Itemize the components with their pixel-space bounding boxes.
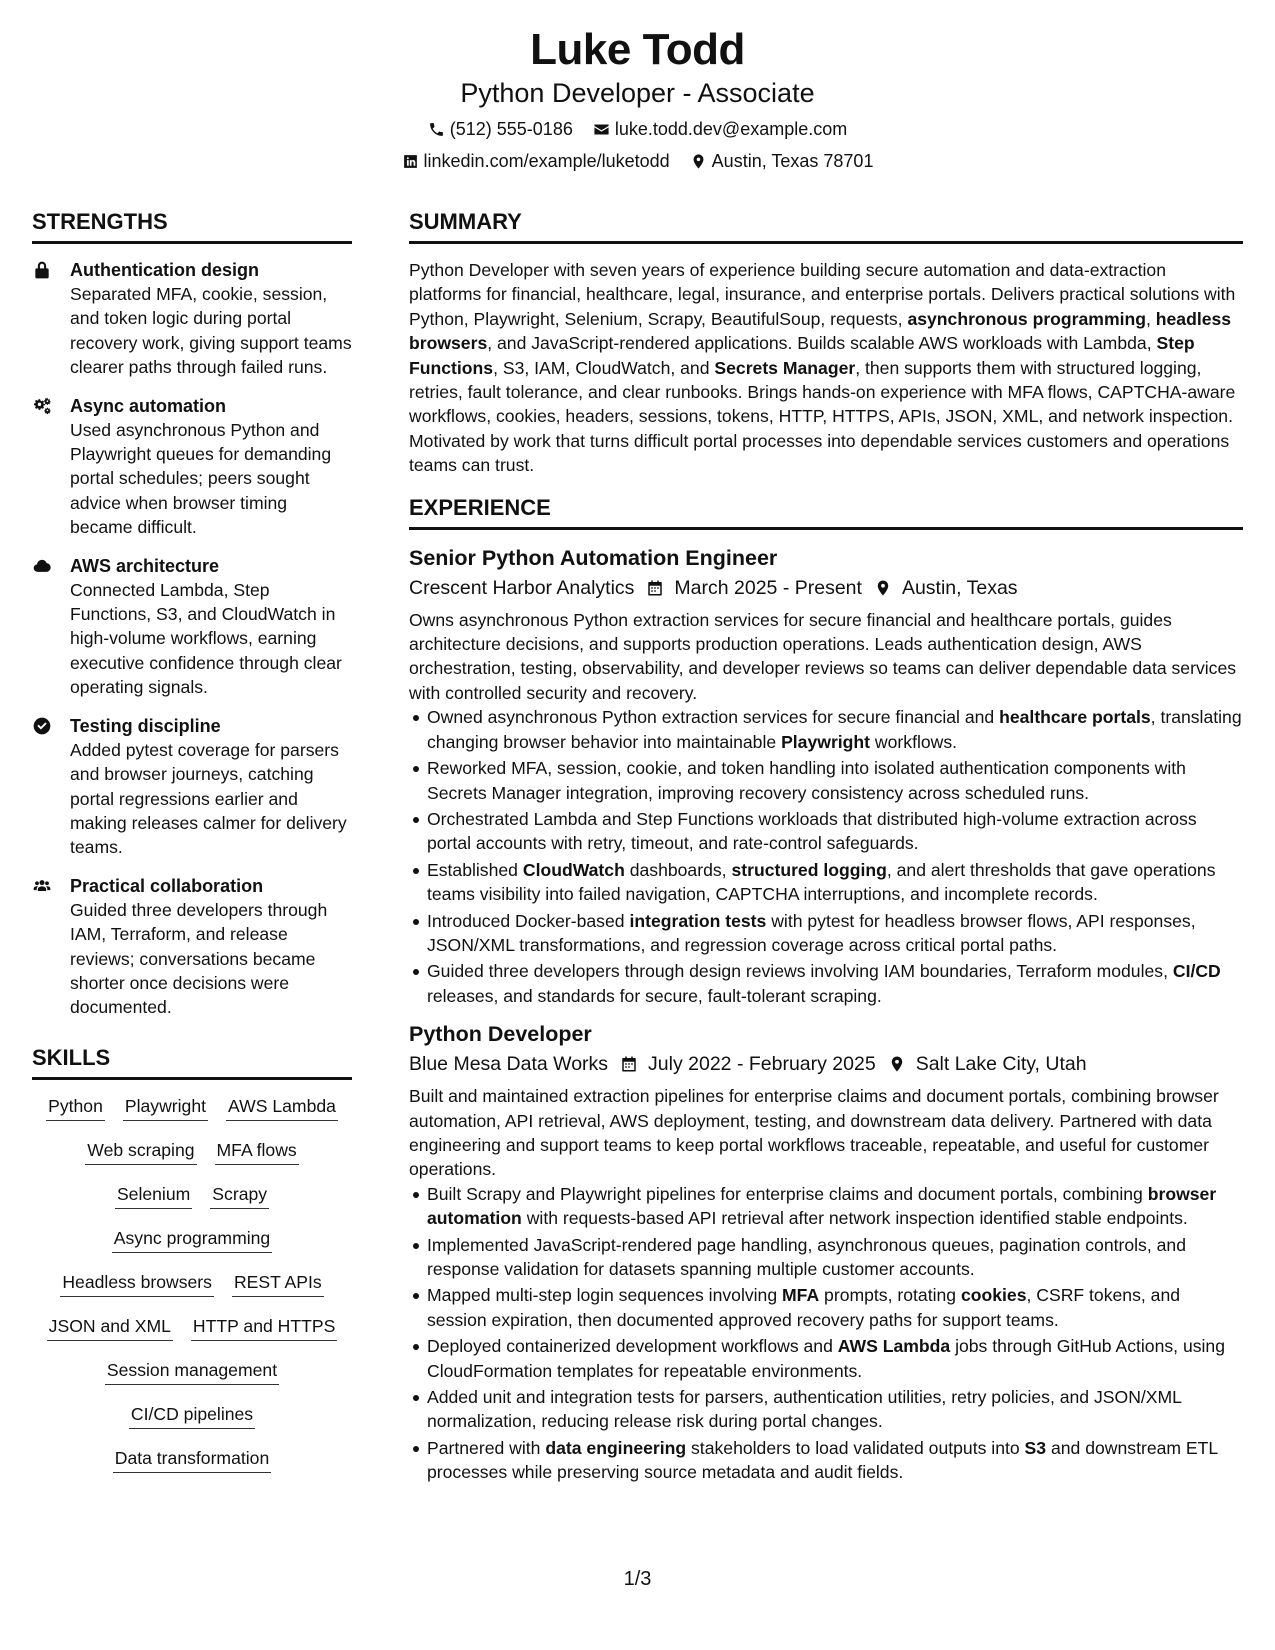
skill-row (32, 1314, 352, 1341)
text-run: Mapped multi-step login sequences involving (427, 1285, 783, 1306)
bold-phrase: headless browsers (409, 308, 1232, 354)
experience-heading: EXPERIENCE (409, 494, 1243, 530)
strength-item (32, 258, 352, 380)
calendar-icon (620, 1055, 638, 1073)
strength-body (70, 258, 352, 380)
text-run: workflows. (870, 731, 958, 752)
strength-item (32, 714, 352, 860)
contact-line-2 (0, 150, 1275, 172)
job-bullet (427, 1283, 1243, 1332)
job-bullet (427, 1334, 1243, 1383)
strength-body (70, 874, 352, 1020)
job-bullet (427, 705, 1243, 754)
users-icon (32, 876, 52, 896)
strength-item (32, 874, 352, 1020)
text-run: and downstream ETL processes while preserving source metadata and audit fields. (427, 1437, 1218, 1483)
job-bullets (409, 705, 1243, 1008)
job-description: Built and maintained extraction pipelines for enterprise claims and document portals, combining browser automation, API retrieval, AWS deployment, testing, and downstream data delivery. Partnered with data engineering and support teams to keep portal workflows traceable, repeatable, and useful for customer operations. (409, 1086, 1219, 1180)
location-contact (690, 150, 874, 172)
strength-body (70, 394, 352, 540)
strength-body (70, 554, 352, 700)
skill-row (32, 1182, 352, 1209)
company-name: Crescent Harbor Analytics (409, 576, 635, 599)
text-run: Implemented JavaScript-rendered page handling, asynchronous queues, pagination controls, and response validation for datasets spanning multiple customer accounts. (427, 1234, 1186, 1279)
job-bullet (427, 1436, 1243, 1485)
text-run: , and JavaScript-rendered applications. Builds scalable AWS workloads with Lambda, (487, 333, 1157, 354)
strength-desc: Guided three developers through IAM, Terraform, and release reviews; conversations became shorter once decisions were documented. (70, 899, 328, 1018)
strength-title: Async automation (70, 395, 227, 416)
job-bullet (427, 807, 1243, 856)
strength-title: Practical collaboration (70, 875, 264, 896)
job-bullet (427, 1385, 1243, 1434)
text-run: Deployed containerized development workflows and (427, 1336, 838, 1357)
summary-text (409, 258, 1243, 478)
company-name: Blue Mesa Data Works (409, 1053, 609, 1076)
job-bullet (427, 858, 1243, 907)
text-run: dashboards, (624, 859, 732, 880)
bold-phrase: integration tests (629, 910, 767, 931)
strength-item (32, 394, 352, 540)
skill-tag: CI/CD pipelines (129, 1402, 255, 1429)
bold-phrase: Step Functions (409, 333, 1195, 378)
strength-desc: Separated MFA, cookie, session, and token logic during portal recovery work, giving support teams clearer paths through failed runs. (70, 284, 352, 378)
text-run: , (1145, 308, 1156, 329)
text-run: Partnered with (427, 1437, 546, 1458)
lock-icon (32, 260, 52, 280)
text-run: Guided three developers through design reviews involving IAM boundaries, Terraform modules, (427, 961, 1173, 982)
strength-desc: Connected Lambda, Step Functions, S3, and CloudWatch in high-volume workflows, earning executive confidence through clear operating signals. (70, 579, 342, 698)
candidate-role: Python Developer - Associate (460, 78, 815, 108)
skill-row (32, 1094, 352, 1121)
strengths-heading: STRENGTHS (32, 208, 352, 244)
strengths-list (32, 258, 352, 1020)
strength-body (70, 714, 352, 860)
bold-phrase: data engineering (545, 1437, 687, 1458)
skill-tag: Session management (105, 1358, 279, 1385)
skills-heading: SKILLS (32, 1044, 352, 1080)
job-bullet (427, 1182, 1243, 1231)
bold-phrase: browser automation (427, 1183, 1217, 1229)
text-run: Added unit and integration tests for parsers, authentication utilities, retry policies, and JSON/XML normalization, reducing release risk during portal changes. (427, 1387, 1182, 1432)
skill-tag: Async programming (112, 1226, 272, 1253)
check-circle-icon (32, 716, 52, 736)
map-pin-icon (690, 153, 707, 170)
job-meta (409, 1050, 1243, 1078)
dates-text: March 2025 - Present (674, 576, 862, 599)
location-text: Austin, Texas (901, 576, 1018, 599)
skill-row (32, 1226, 352, 1253)
bold-phrase: CI/CD (1172, 961, 1221, 982)
job-entry (409, 1020, 1243, 1485)
text-run: , S3, IAM, CloudWatch, and (493, 357, 715, 378)
linkedin-text[interactable]: linkedin.com/example/luketodd (423, 151, 670, 171)
bold-phrase: cookies (960, 1285, 1027, 1306)
text-run: , CSRF tokens, and session expiration, then documented approved recovery paths for support teams. (427, 1285, 1181, 1330)
bold-phrase: S3 (1024, 1437, 1047, 1458)
strength-desc: Added pytest coverage for parsers and browser journeys, catching portal regressions earlier and making releases calmer for delivery teams. (70, 739, 347, 858)
text-run: , then supports them with structured logging, retries, fault tolerance, and clear runbooks. Brings hands-on experience with MFA flows, CAPTCHA-aware workflows, cookies, headers, sessions, tokens, HTTP, HTTPS, APIs, JSON, XML, and network inspection. Motivated by work that turns difficult portal processes into dependable services customers and operations teams can trust. (409, 357, 1236, 476)
skill-tag: Scrapy (210, 1182, 269, 1209)
calendar-icon (646, 579, 664, 597)
job-bullet (427, 959, 1243, 1008)
bold-phrase: AWS Lambda (837, 1336, 951, 1357)
phone-contact (428, 118, 573, 140)
summary-heading: SUMMARY (409, 208, 1243, 244)
skill-tag: HTTP and HTTPS (191, 1314, 337, 1341)
text-run: Owned asynchronous Python extraction services for secure financial and (427, 707, 1000, 728)
right-column (409, 208, 1243, 1497)
skill-tag: Headless browsers (60, 1270, 214, 1297)
candidate-name: Luke Todd (530, 25, 745, 74)
strength-desc: Used asynchronous Python and Playwright queues for demanding portal schedules; peers sought advice when browser timing became difficult. (70, 419, 332, 538)
job-dates (646, 574, 862, 602)
text-run: with requests-based API retrieval after network inspection identified stable endpoints. (521, 1208, 1188, 1229)
skill-row (32, 1402, 352, 1429)
skills-list (32, 1094, 352, 1473)
bold-phrase: Playwright (781, 731, 871, 752)
bold-phrase: CloudWatch (522, 859, 625, 880)
experience-list (409, 544, 1243, 1485)
job-dates (620, 1050, 876, 1078)
job-bullet (427, 756, 1243, 805)
strength-item (32, 554, 352, 700)
strength-title: Authentication design (70, 260, 259, 280)
contact-line-1 (0, 118, 1275, 140)
strength-icon-wrap (32, 714, 58, 860)
text-run: Established (427, 859, 523, 880)
email-text[interactable]: luke.todd.dev@example.com (614, 119, 848, 139)
text-run: Python Developer with seven years of experience building secure automation and data-extraction platforms for financial, healthcare, legal, insurance, and enterprise portals. Delivers practical solutions with Python, Playwright, Selenium, Scrapy, BeautifulSoup, requests, (409, 260, 1236, 329)
phone-text: (512) 555-0186 (449, 119, 573, 139)
skill-tag: REST APIs (232, 1270, 324, 1297)
dates-text: July 2022 - February 2025 (648, 1053, 876, 1076)
bold-phrase: Secrets Manager (714, 357, 856, 378)
resume-header (0, 22, 1275, 172)
skill-tag: AWS Lambda (226, 1094, 338, 1121)
job-location (888, 1050, 1087, 1078)
bold-phrase: asynchronous programming (907, 308, 1146, 329)
envelope-icon (593, 121, 610, 138)
strength-title: AWS architecture (70, 555, 220, 576)
email-contact[interactable] (593, 118, 847, 140)
map-pin-icon (874, 579, 892, 597)
location-text: Salt Lake City, Utah (915, 1053, 1087, 1076)
text-run: jobs through GitHub Actions, using CloudFormation templates for repeatable environments. (427, 1336, 1226, 1381)
skill-row (32, 1138, 352, 1165)
text-run: prompts, rotating (819, 1285, 961, 1306)
strength-title: Testing discipline (70, 715, 221, 736)
text-run: stakeholders to load validated outputs into (686, 1437, 1025, 1458)
text-run: Reworked MFA, session, cookie, and token handling into isolated authentication components with Secrets Manager integration, improving recovery consistency across scheduled runs. (427, 758, 1186, 803)
skill-row (32, 1446, 352, 1473)
bold-phrase: structured logging (731, 859, 887, 880)
strength-icon-wrap (32, 258, 58, 380)
page-number: 1/3 (623, 1568, 652, 1590)
phone-icon (428, 121, 445, 138)
job-title: Senior Python Automation Engineer (409, 545, 778, 570)
skill-row (32, 1270, 352, 1297)
skill-tag: JSON and XML (47, 1314, 173, 1341)
text-run: Orchestrated Lambda and Step Functions workloads that distributed high-volume extraction across portal accounts with retry, timeout, and rate-control safeguards. (427, 808, 1197, 854)
skill-tag: Data transformation (113, 1446, 272, 1473)
bold-phrase: healthcare portals (999, 707, 1151, 728)
text-run: , and alert thresholds that gave operations teams visibility into failed navigation, CAPTCHA interruptions, and incomplete records. (427, 859, 1216, 905)
job-bullet (427, 1233, 1243, 1282)
skill-tag: Python (46, 1094, 105, 1121)
job-description: Owns asynchronous Python extraction services for secure financial and healthcare portals, guides architecture decisions, and supports production operations. Leads authentication design, AWS orchestration, testing, observability, and developer reviews so teams can deliver dependable data services with controlled security and recovery. (409, 609, 1237, 703)
job-title: Python Developer (409, 1022, 592, 1047)
job-entry (409, 544, 1243, 1009)
strength-icon-wrap (32, 554, 58, 700)
skill-tag: Playwright (123, 1094, 208, 1121)
text-run: releases, and standards for secure, fault-tolerant scraping. (427, 985, 882, 1006)
text-run: , translating changing browser behavior into maintainable (427, 707, 1242, 752)
cloud-icon (32, 556, 52, 576)
strength-icon-wrap (32, 874, 58, 1020)
bold-phrase: MFA (782, 1285, 820, 1306)
text-run: Introduced Docker-based (427, 910, 630, 931)
linkedin-contact[interactable] (402, 150, 670, 172)
job-location (874, 574, 1018, 602)
text-run: Built Scrapy and Playwright pipelines for enterprise claims and document portals, combining (427, 1183, 1148, 1204)
skill-tag: MFA flows (215, 1138, 299, 1165)
location-text: Austin, Texas 78701 (711, 151, 874, 171)
map-pin-icon (888, 1055, 906, 1073)
job-bullet (427, 909, 1243, 958)
skill-tag: Web scraping (85, 1138, 196, 1165)
strength-icon-wrap (32, 394, 58, 540)
linkedin-icon (402, 153, 419, 170)
text-run: with pytest for headless browser flows, API responses, JSON/XML transformations, and regression coverage across critical portal paths. (427, 910, 1196, 955)
job-bullets (409, 1182, 1243, 1485)
left-column (32, 208, 352, 1490)
job-meta (409, 574, 1243, 602)
skill-row (32, 1358, 352, 1385)
skill-tag: Selenium (115, 1182, 192, 1209)
gears-icon (32, 396, 52, 416)
